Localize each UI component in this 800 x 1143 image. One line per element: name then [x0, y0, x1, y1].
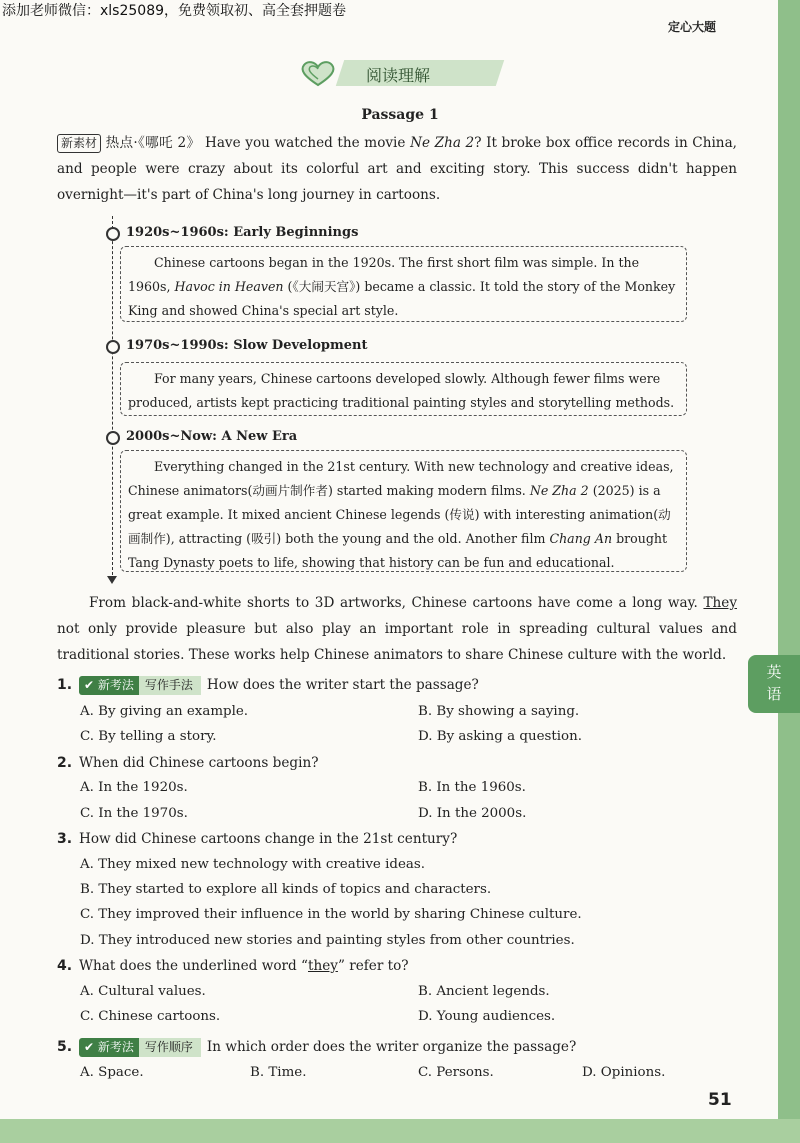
closing-text-cont: not only provide pleasure but also play an important role in spreading cultural values and traditional stories. These works help Chinese animators to share Chinese culture with the world. [57, 621, 737, 663]
question-number: 1. [57, 677, 73, 693]
bottom-edge-strip [0, 1119, 800, 1143]
underlined-word: They [703, 595, 737, 611]
option-2a[interactable]: A. In the 1920s. [80, 780, 188, 795]
badge-label: 新考法 [97, 1040, 134, 1054]
option-4d[interactable]: D. Young audiences. [418, 1009, 556, 1024]
box-text: (《大闹天宫》) became a classic. It told the story of the Monkey King and showed China's special art style. [128, 279, 676, 318]
new-material-tag: 新素材 [57, 134, 101, 153]
right-edge-strip [778, 0, 800, 1143]
option-4a[interactable]: A. Cultural values. [80, 984, 206, 999]
timeline-box-1 [120, 246, 687, 322]
heart-icon [296, 58, 340, 88]
option-5b[interactable]: B. Time. [250, 1065, 307, 1080]
question-number: 3. [57, 831, 73, 847]
closing-text: From black-and-white shorts to 3D artworks, Chinese cartoons have come a long way. [89, 595, 704, 611]
watermark: 添加老师微信：xls25089，免费领取初、高全套押题卷 [2, 3, 347, 19]
option-4c[interactable]: C. Chinese cartoons. [80, 1009, 221, 1024]
question-stem: How did Chinese cartoons change in the 21st century? [79, 831, 458, 847]
timeline-era-3: 2000s~Now: A New Era [126, 429, 298, 444]
option-1b[interactable]: B. By showing a saying. [418, 704, 580, 719]
option-1c[interactable]: C. By telling a story. [80, 729, 217, 744]
question-stem: When did Chinese cartoons begin? [79, 755, 319, 771]
subject-tab-char: 英 [766, 663, 782, 681]
intro-text: Have you watched the movie [204, 135, 411, 151]
option-5c[interactable]: C. Persons. [418, 1065, 494, 1080]
timeline-box-2 [120, 362, 687, 416]
page-number: 51 [708, 1090, 732, 1110]
option-2c[interactable]: C. In the 1970s. [80, 806, 188, 821]
new-method-badge [79, 676, 139, 695]
question-type-badge: 写作手法 [139, 676, 201, 695]
option-2b[interactable]: B. In the 1960s. [418, 780, 526, 795]
timeline-node [106, 431, 120, 445]
question-number: 2. [57, 755, 73, 771]
new-method-badge [79, 1038, 139, 1057]
intro-paragraph [57, 130, 737, 208]
closing-paragraph [57, 590, 737, 668]
film-title: Ne Zha 2 [529, 483, 589, 498]
check-icon: ✔ [84, 678, 95, 692]
timeline-line [112, 216, 113, 580]
hotspot-label: 热点·《哪吒 2》 [105, 135, 201, 151]
check-icon: ✔ [84, 1040, 95, 1054]
timeline-node [106, 227, 120, 241]
question-2 [57, 755, 319, 771]
badge-label: 新考法 [97, 678, 134, 692]
timeline-node [106, 340, 120, 354]
option-3d[interactable]: D. They introduced new stories and painting styles from other countries. [80, 933, 575, 948]
question-stem: What does the underlined word “ [79, 958, 308, 974]
option-3b[interactable]: B. They started to explore all kinds of topics and characters. [80, 882, 492, 897]
section-title: 阅读理解 [366, 66, 431, 85]
option-4b[interactable]: B. Ancient legends. [418, 984, 550, 999]
box-text: (2025) is a great example. It mixed ancient Chinese legends (传说) with interesting animation(动画制作), attracting (吸引) both the young and the old. Another film [128, 483, 671, 546]
subject-tab-char: 语 [766, 685, 782, 703]
box-text: For many years, Chinese cartoons developed slowly. Although fewer films were produced, artists kept practicing traditional painting styles and storytelling methods. [128, 371, 675, 410]
underlined-word: they [308, 958, 338, 974]
question-stem: How does the writer start the passage? [206, 677, 479, 693]
box-text: Everything changed in the 21st century. With new technology and creative ideas, Chinese animators(动画片制作者) started making modern films. [128, 459, 674, 498]
option-1d[interactable]: D. By asking a question. [418, 729, 582, 744]
timeline-era-2: 1970s~1990s: Slow Development [126, 338, 368, 353]
movie-title: Ne Zha 2 [410, 135, 475, 151]
question-5 [57, 1038, 576, 1057]
intro-text-cont: ? It broke box office records in China, and people were crazy about its colorful art and exciting story. This success didn't happen overnight—it's part of China's long journey in cartoons. [57, 135, 737, 203]
timeline-box-3 [120, 450, 687, 572]
passage-title: Passage 1 [361, 107, 439, 123]
box-text: Chinese cartoons began in the 1920s. The first short film was simple. In the 1960s, [128, 255, 640, 294]
header-label: 定心大题 [667, 20, 716, 34]
option-2d[interactable]: D. In the 2000s. [418, 806, 527, 821]
question-number: 5. [57, 1039, 73, 1055]
option-5d[interactable]: D. Opinions. [582, 1065, 666, 1080]
option-1a[interactable]: A. By giving an example. [80, 704, 249, 719]
section-banner [296, 58, 506, 88]
question-4 [57, 958, 409, 974]
film-title: Havoc in Heaven [174, 279, 284, 294]
question-number: 4. [57, 958, 73, 974]
box-text: brought Tang Dynasty poets to life, showing that history can be fun and educational. [128, 531, 668, 570]
question-1 [57, 676, 479, 695]
timeline-arrow-icon [107, 576, 117, 584]
option-5a[interactable]: A. Space. [80, 1065, 144, 1080]
option-3a[interactable]: A. They mixed new technology with creative ideas. [80, 857, 426, 872]
question-type-badge: 写作顺序 [139, 1038, 201, 1057]
question-stem-cont: ” refer to? [337, 958, 409, 974]
timeline-era-1: 1920s~1960s: Early Beginnings [126, 225, 359, 240]
question-stem: In which order does the writer organize the passage? [206, 1039, 577, 1055]
film-title: Chang An [549, 531, 613, 546]
subject-tab[interactable] [748, 655, 800, 713]
option-3c[interactable]: C. They improved their influence in the world by sharing Chinese culture. [80, 907, 582, 922]
question-3 [57, 831, 457, 847]
